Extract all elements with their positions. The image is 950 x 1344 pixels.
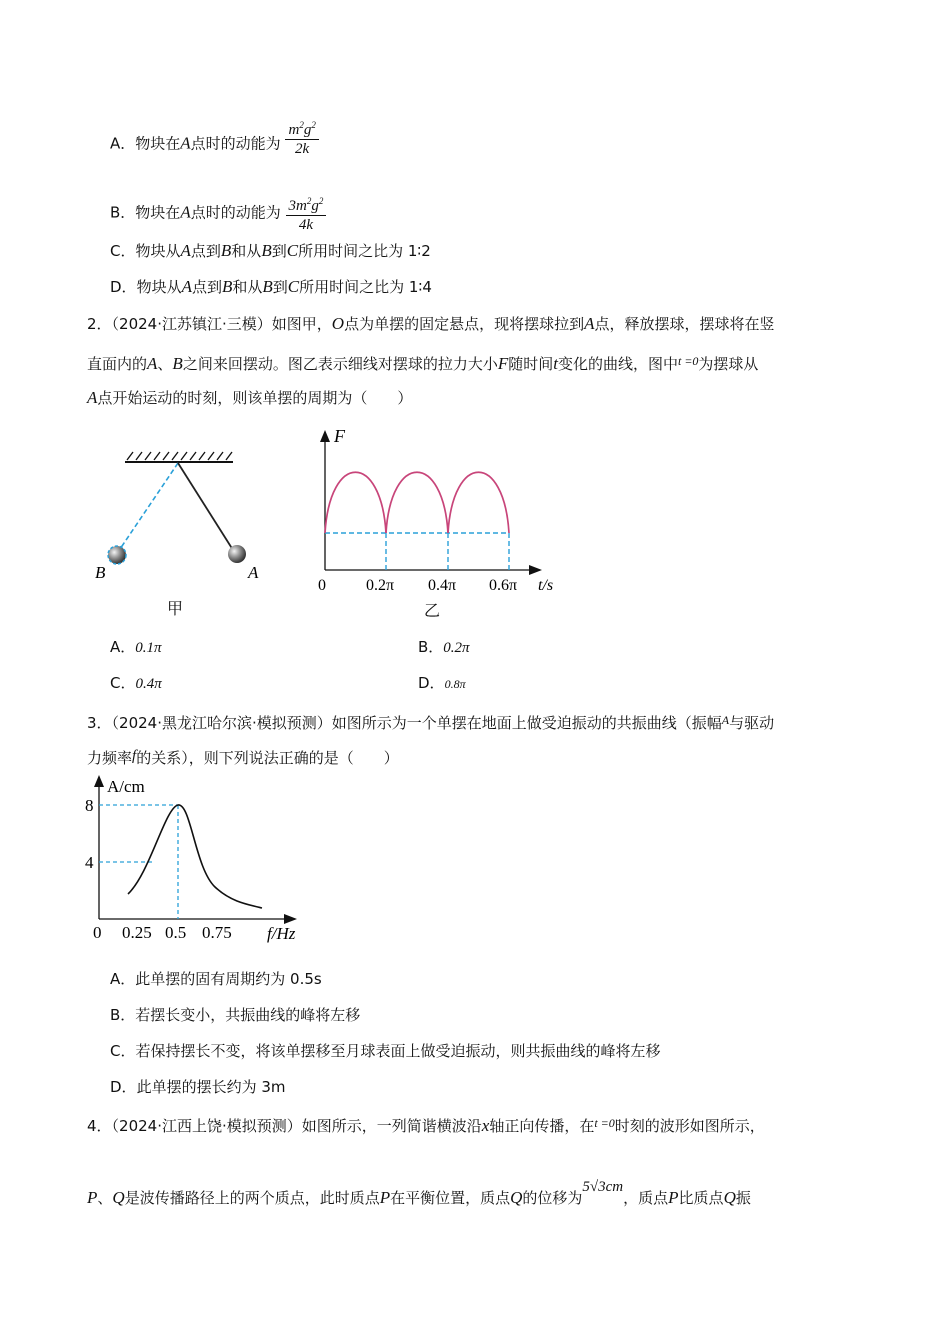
q3-option-d[interactable]: D．此单摆的摆长约为 3m [110,1078,286,1096]
option-label: B． [110,203,136,222]
var-A: A [180,202,191,222]
option-text: 点时的动能为 [190,134,281,153]
y-axis-arrow [94,775,104,787]
label-A: A [248,563,259,582]
option-text: 物块在 [135,203,181,222]
q2-stem-line1: 2．（2024·江苏镇江·三模）如图甲，O点为单摆的固定悬点，现将摆球拉到A点，释放摆球，摆球将在竖 [87,314,775,333]
string-A [178,463,233,550]
label-B: B [95,563,106,582]
y-tick-8: 8 [85,796,94,815]
figure-caption-yi: 乙 [424,601,441,620]
q3-option-b[interactable]: B．若摆长变小，共振曲线的峰将左移 [110,1006,361,1024]
x-tick-0: 0 [93,923,102,942]
force-curve [325,472,509,533]
y-axis-label: A/cm [107,777,145,796]
fraction-kinetic-energy-b: $\frac{3m^2g^2}{4k}$ [286,192,327,234]
q4-stem-line1: 4．（2024·江西上饶·模拟预测）如图所示，一列简谐横波沿x轴正向传播，在$^{t =0}$时刻的波形如图所示， [87,1116,765,1135]
tick-0.2pi: 0.2π [366,577,395,594]
q3-stem-line1: 3．（2024·黑龙江哈尔滨·模拟预测）如图所示为一个单摆在地面上做受迫振动的共振曲线（振幅$^A$与驱动 [87,713,775,732]
q1-option-c[interactable]: C．物块从A点到B和从B到C所用时间之比为 1∶2 [110,241,431,260]
q4-stem-line2: P、Q是波传播路径上的两个质点，此时质点P在平衡位置，质点Q的位移为5√3cm，质点P比质点Q振 [87,1179,751,1207]
x-tick-0.5: 0.5 [165,923,187,942]
option-text: 物块在 [135,134,181,153]
resonance-curve-chart [85,773,315,945]
q2-option-c[interactable]: C．0.4π [110,674,162,692]
dashed-string-B [118,463,178,552]
y-axis-arrow [320,430,330,442]
var-A: A [180,133,191,153]
q2-option-a[interactable]: A．0.1π [110,638,162,656]
q2-stem-line2: 直面内的A、B之间来回摆动。图乙表示细线对摆球的拉力大小F随时间t变化的曲线，图中$^{t =0}$为摆球从 [87,354,759,373]
option-label: A． [110,134,136,153]
q3-stem-line2: 力频率f的关系），则下列说法正确的是（ ） [87,748,399,767]
q2-option-b[interactable]: B．0.2π [418,638,470,656]
ball-A [228,545,246,563]
q1-option-d[interactable]: D．物块从A点到B和从B到C所用时间之比为 1∶4 [110,277,432,296]
x-axis-arrow [284,914,297,924]
tick-0.6pi: 0.6π [489,577,518,594]
x-axis-arrow [529,565,542,575]
option-text: 点时的动能为 [190,203,281,222]
x-tick-0.25: 0.25 [122,923,152,942]
y-tick-4: 4 [85,853,94,872]
q2-stem-line3: A点开始运动的时刻，则该单摆的周期为（ ） [87,388,413,407]
ball-B [108,546,126,564]
force-time-graph [300,422,570,597]
q2-option-d[interactable]: D．0.8π [418,674,466,692]
x-tick-0.75: 0.75 [202,923,232,942]
figure-caption-jia: 甲 [167,599,184,618]
pendulum-figure [85,448,265,588]
axis-label-F: F [334,426,345,446]
q1-option-a[interactable] [110,120,319,158]
q3-option-c[interactable]: C．若保持摆长不变，将该单摆移至月球表面上做受迫振动，则共振曲线的峰将左移 [110,1042,661,1060]
x-axis-label: f/Hz [267,924,296,943]
ceiling-hatching [127,452,232,460]
axis-label-t: t/s [538,577,554,594]
tick-0: 0 [318,577,326,594]
q1-option-b[interactable] [110,192,326,234]
dashed-guides [325,533,509,570]
resonance-curve [128,805,262,908]
tick-0.4pi: 0.4π [428,577,457,594]
fraction-kinetic-energy-a: $\frac{m^2g^2}{2k}$ [285,116,318,158]
q3-option-a[interactable]: A．此单摆的固有周期约为 0.5s [110,970,322,988]
